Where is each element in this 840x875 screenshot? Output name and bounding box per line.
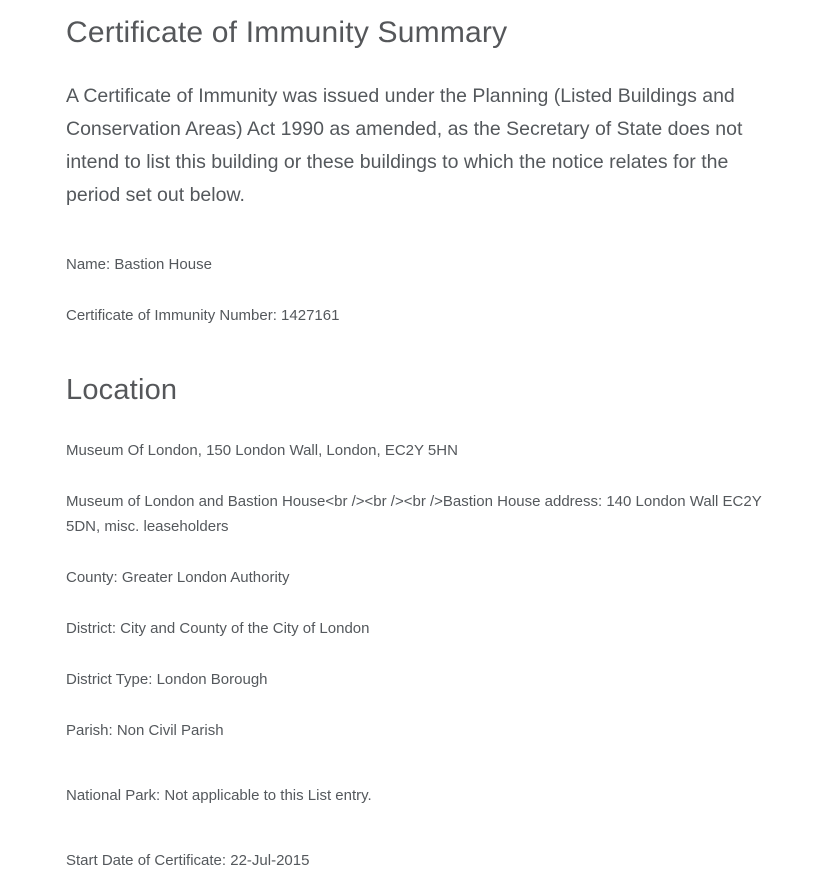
field-certificate-number: Certificate of Immunity Number: 1427161 — [66, 306, 340, 324]
field-address: Museum Of London, 150 London Wall, London, EC2Y 5HN — [66, 441, 458, 459]
field-parish: Parish: Non Civil Parish — [66, 721, 224, 739]
field-county: County: Greater London Authority — [66, 568, 290, 586]
page-title: Certificate of Immunity Summary — [66, 16, 508, 49]
field-address-detail: Museum of London and Bastion House<br /><br /><br />Bastion House address: 140 London Wall EC2Y 5DN, misc. leaseholders — [66, 492, 762, 535]
field-start-date: Start Date of Certificate: 22-Jul-2015 — [66, 851, 310, 869]
field-national-park: National Park: Not applicable to this List entry. — [66, 786, 372, 804]
field-district: District: City and County of the City of London — [66, 619, 370, 637]
field-district-type: District Type: London Borough — [66, 670, 268, 688]
field-name: Name: Bastion House — [66, 255, 212, 273]
intro-paragraph: A Certificate of Immunity was issued under the Planning (Listed Buildings and Conservation Areas) Act 1990 as amended, as the Secretary of State does not intend to list this building or these buildings to which the notice relates for the period set out below. — [66, 84, 743, 206]
section-title-location: Location — [66, 373, 178, 406]
